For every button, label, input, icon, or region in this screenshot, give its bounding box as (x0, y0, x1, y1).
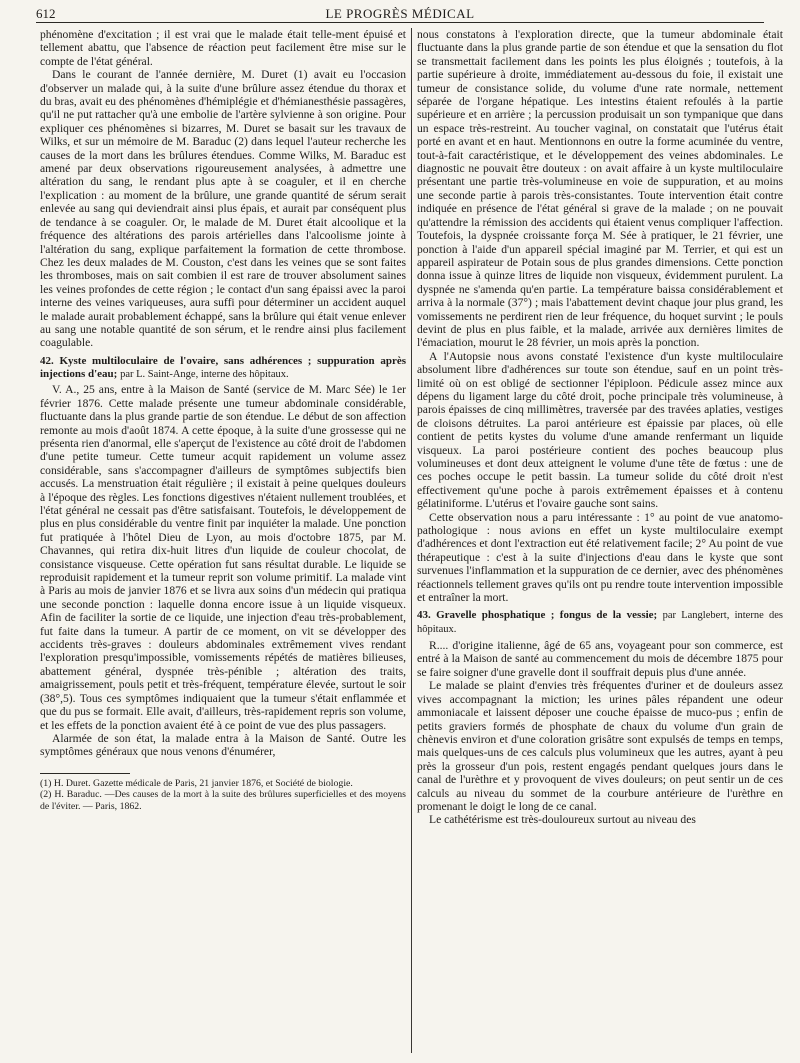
journal-title: LE PROGRÈS MÉDICAL (325, 6, 475, 21)
running-header (36, 6, 764, 23)
paragraph: Alarmée de son état, la malade entra à la Maison de Santé. Outre les symptômes généraux que nous venons d'énumérer, (40, 731, 406, 759)
paragraph: Cette observation nous a paru intéressante : 1° au point de vue anatomo-pathologique : nous avions en effet un kyste multiloculaire exempt d'adhérences et dont l'extraction eut été relativement facile; 2° Au point de vue thérapeutique : c'est à la suite d'injections d'eau dans le kyste que sont survenues l'inflammation et la suppuration de ce dernier, avec des phénomènes réactionnels tellement graves qu'ils ont pu rendre toute intervention impossible et entraîner la mort. (417, 510, 783, 605)
paragraph: Dans le courant de l'année dernière, M. Duret (1) avait eu l'occasion d'observer un malade qui, à la suite d'une brûlure assez étendue du thorax et du bras, avait eu des phénomènes d'hémiplégie et d'hémianesthésie passagères, qu'il ne put rattacher qu'à une embolie de l'artère sylvienne à son origine. Pour expliquer ces phénomènes si bizarres, M. Duret se basait sur les travaux de Wilks, et sur un mémoire de M. Baraduc (2) dans lequel l'auteur recherche les causes de la mort dans les brûlures étendues. Comme Wilks, M. Baraduc est amené par deux observations rigoureusement analysées, à admettre une altération du sang, le rendant plus apte à se coaguler, et il en cherche l'explication : au moment de la brûlure, une grande quantité de sérum serait enlevée au sang qui deviendrait ainsi plus épais, et aurait par conséquent plus de tendance à se coaguler. Or, le malade de M. Duret était alcoolique et la fréquence des altérations des parois artérielles dans l'alcoolisme jointe à l'altération du sang, explique parfaitement la formation de cette thrombose. Chez les deux malades de M. Couston, c'est dans les veines que se sont faites les thromboses, mais on sait combien il est rare de trouver absolument saines les veines profondes de cette région ; le contact d'un sang épaissi avec la paroi interne des veines variqueuses, aura suffi pour déterminer un accident auquel le malade aurait probablement échappé, sans la brûlure qui était venue enlever au sang une notable quantité de son sérum, et le rendre ainsi plus facilement coagulable. (40, 68, 406, 350)
section-author: par Langlebert, interne des hôpitaux. (417, 610, 783, 636)
footnote: (2) H. Baraduc. —Des causes de la mort à la suite des brûlures superficielles et des moyens de l'éviter. — Paris, 1862. (40, 789, 406, 812)
paragraph: Le cathétérisme est très-douloureux surtout au niveau des (429, 813, 696, 827)
section-title: 42. Kyste multiloculaire de l'ovaire, sans adhérences ; suppuration après injections d'eau; (40, 354, 406, 380)
section-title: 43. Gravelle phosphatique ; fongus de la vessie; (417, 609, 658, 622)
paragraph: nous constatons à l'exploration directe, que la tumeur abdominale était fluctuante dans la plus grande partie de son étendue et que la sensation du flot se transmettait facilement dans les points les plus éloignés ; toutefois, à la partie supérieure à droite, immédiatement au-dessous du foie, il existait une tumeur de consistance solide, du volume d'une rate normale, nettement séparée de l'organe hépatique. Les intestins étaient refoulés à la partie supérieure et en arrière ; la percussion produisait un son tympanique que dans un espace très-restreint. Au toucher vaginal, on constatait que l'utérus était porté en avant et en haut. Mentionnons en outre la forme acuminée du ventre, tout-à-fait caractéristique, et le développement des veines abdominales. Le diagnostic ne pouvait être douteux : on avait affaire à un kyste multiloculaire présentant une partie très-volumineuse en voie de suppuration, et au moins une seconde partie à parois très-consistantes. Toute intervention était contre indiquée en présence de l'état général si grave de la malade ; on ne pouvait qu'attendre la rémission des accidents qui étaient venus compliquer l'affection. Toutefois, la dyspnée croissante força M. Sée à pratiquer, le 21 février, une ponction à l'aide d'un appareil spécial imaginé par M. Terrier, et qui est un appareil aspirateur de Potain sous de plus grandes dimensions. Cette ponction donna issue à quinze litres de liquide non visqueux, évidemment purulent. La dyspnée ne s'amenda qu'en partie. La température baissa considérablement et arriva à la normale (37°) ; mais l'abattement devint chaque jour plus grand, les vomissements ne perdirent rien de leur fréquence, du hoquet survint ; le pouls devint de plus en plus faible, et la malade, arrivée aux dernières limites de l'émaciation, mourut le 28 février, un mois après la ponction. (417, 28, 783, 350)
section-heading-43 (417, 609, 783, 637)
paragraph: R.... d'origine italienne, âgé de 65 ans, voyageant pour son commerce, est entré à la Maison de santé au commencement du mois de décembre 1875 pour se faire soigner d'une gravelle dont il souffrait depuis plus d'une année. (417, 639, 783, 679)
paragraph: A l'Autopsie nous avons constaté l'existence d'un kyste multiloculaire absolument libre d'adhérences sur toute son étendue, sauf en un point très-limité où on est obligé de sectionner l'épiploon. Pédicule assez mince aux dépens du ligament large du côté droit, poche principale très volumineuse, à parois épaisses de cinq millimètres, traversée par des travées aplaties, vestiges de cloisons détruites. La paroi antérieure est épaissie par places, où elle contient de petits kystes du volume d'une amande renfermant un liquide visqueux. La paroi postérieure contient des poches beaucoup plus volumineuses et dont deux atteignent le volume d'une tête de fœtus : une de ces poches occupe le petit bassin. La tumeur solide du côté droit n'est effectivement qu'une poche à parois extrêmement épaisses et à contenu gélatiniforme. L'utérus et l'ovaire gauche sont sains. (417, 349, 783, 511)
right-column (417, 28, 783, 1058)
paragraph: V. A., 25 ans, entre à la Maison de Santé (service de M. Marc Sée) le 1er février 1876. Cette malade présente une tumeur abdominale considérable, fluctuante dans la plus grande partie de son étendue. Le début de son affection remonte au mois d'août 1874. A cette époque, à la suite d'une grossesse qui ne présenta rien d'anormal, elle s'aperçut de l'existence au côté droit de l'abdomen d'une petite tumeur. Cette tumeur acquit rapidement un volume assez considérable, sans s'accompagner d'ailleurs de symptômes subjectifs bien accusés. La menstruation était régulière ; il existait à peine quelques douleurs à l'époque des règles. Les fonctions digestives n'étaient nullement troublées, et l'état général ne cessait pas d'être satisfaisant. Toutefois, le développement de plus en plus considérable du ventre finit par inquiéter la malade. Une ponction fut pratiquée à l'hôtel Dieu de Lyon, au mois d'octobre 1875, par M. Chavannes, qui retira dix-huit litres d'un liquide de couleur chocolat, de consistance visqueuse. Cette opération fut sans résultat durable. Le liquide se reproduisit rapidement et la tumeur reprit son volume primitif. La malade vint à Paris au mois de janvier 1876 et se livra aux soins d'un médecin qui pratiqua une seconde ponction : laquelle donna encore issue à un liquide visqueux. Afin de faciliter la sortie de ce liquide, une injection d'eau très-probablement, fut faite dans la tumeur. A partir de ce moment, on vit se développer des accidents très-graves : douleurs abdominales extrêmement vives rendant l'exploration presqu'impossible, vomissements répétés de matières bilieuses, abattement général, dyspnée très-pénible ; altération des traits, amaigrissement, pouls petit et très-fréquent, température élevée, surtout le soir (38°,5). Tous ces symptômes indiquaient que la tumeur s'était enflammée et que du pus se formait. Elle avait, d'ailleurs, très-rapidement repris son volume, et les effets de la ponction avaient été à ce point de vue des plus passagers. (40, 383, 406, 732)
section-heading-42 (40, 355, 406, 382)
paragraph: phénomène d'excitation ; il est vrai que le malade était telle-ment épuisé et tellement abattu, que l'absence de réaction peut facilement être mise sur le compte de l'état général. (40, 28, 406, 68)
footnote-rule (40, 773, 130, 774)
section-author: par L. Saint-Ange, interne des hôpitaux. (120, 368, 289, 380)
page-number: 612 (36, 6, 56, 21)
left-column (40, 28, 406, 1058)
footnote: (1) H. Duret. Gazette médicale de Paris, 21 janvier 1876, et Société de biologie. (40, 777, 353, 789)
paragraph: Le malade se plaint d'envies très fréquentes d'uriner et de douleurs assez vives accompagnant la miction; les urines pâles répandent une odeur ammoniacale et laissent déposer une couche épaisse de muco-pus ; enfin de petits graviers formés de phosphate de chaux du volume d'un grain de chènevis environ et d'une coloration grisâtre sont expulsés de temps en temps, mais quelques-uns de ces calculs plus volumineux que les autres, ayant à peu près la grosseur d'un pois, restent engagés pendant quelques jours dans le canal de l'urèthre et y provoquent de vives douleurs; on peut sentir un de ces calculs au niveau du sommet de la courbure antérieure de l'urèthre en promenant le doigt le long de ce canal. (417, 679, 783, 813)
column-divider (411, 28, 412, 1053)
